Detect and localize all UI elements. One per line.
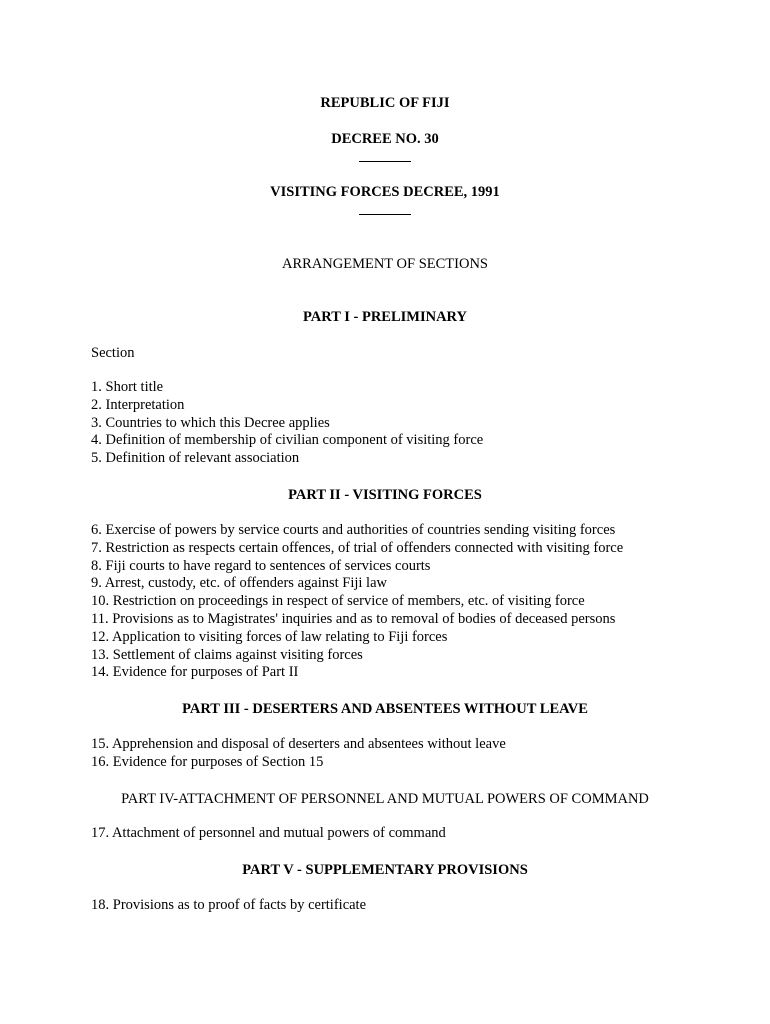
list-item: 5. Definition of relevant association bbox=[91, 450, 300, 467]
divider-line bbox=[359, 161, 411, 162]
republic-heading: REPUBLIC OF FIJI bbox=[320, 95, 450, 111]
section-list bbox=[91, 825, 446, 843]
list-item: 18. Provisions as to proof of facts by certificate bbox=[91, 897, 367, 913]
list-item: 9. Arrest, custody, etc. of offenders against Fiji law bbox=[91, 575, 387, 592]
decree-number: DECREE NO. 30 bbox=[331, 131, 439, 147]
list-item: 15. Apprehension and disposal of deserters and absentees without leave bbox=[91, 736, 506, 752]
list-item: 11. Provisions as to Magistrates' inquiries and as to removal of bodies of deceased persons bbox=[91, 610, 616, 627]
part-heading: PART III - DESERTERS AND ABSENTEES WITHOUT LEAVE bbox=[182, 701, 588, 717]
list-item: 12. Application to visiting forces of law relating to Fiji forces bbox=[91, 628, 448, 645]
list-item: 17. Attachment of personnel and mutual powers of command bbox=[91, 825, 446, 841]
section-list bbox=[91, 897, 366, 915]
list-item: 8. Fiji courts to have regard to sentences of services courts bbox=[91, 557, 431, 574]
list-item: 6. Exercise of powers by service courts and authorities of countries sending visiting forces bbox=[91, 522, 616, 538]
list-item: 2. Interpretation bbox=[91, 396, 185, 413]
section-label: Section bbox=[91, 345, 135, 361]
list-item: 16. Evidence for purposes of Section 15 bbox=[91, 753, 324, 770]
section-list bbox=[91, 522, 623, 682]
part-heading: PART V - SUPPLEMENTARY PROVISIONS bbox=[242, 862, 528, 878]
section-list bbox=[91, 736, 506, 772]
list-item: 10. Restriction on proceedings in respect of service of members, etc. of visiting force bbox=[91, 593, 585, 610]
part-heading: PART I - PRELIMINARY bbox=[303, 309, 467, 325]
list-item: 4. Definition of membership of civilian component of visiting force bbox=[91, 432, 484, 449]
arrangement-heading: ARRANGEMENT OF SECTIONS bbox=[282, 256, 488, 272]
part-heading: PART II - VISITING FORCES bbox=[288, 487, 482, 503]
list-item: 3. Countries to which this Decree applies bbox=[91, 414, 330, 431]
part-heading: PART IV-ATTACHMENT OF PERSONNEL AND MUTUAL POWERS OF COMMAND bbox=[121, 791, 649, 807]
list-item: 1. Short title bbox=[91, 379, 164, 395]
list-item: 14. Evidence for purposes of Part II bbox=[91, 664, 299, 681]
list-item: 13. Settlement of claims against visiting forces bbox=[91, 646, 363, 663]
list-item: 7. Restriction as respects certain offences, of trial of offenders connected with visiting force bbox=[91, 539, 624, 556]
section-list bbox=[91, 379, 483, 468]
decree-title: VISITING FORCES DECREE, 1991 bbox=[270, 184, 500, 200]
divider-line bbox=[359, 214, 411, 215]
